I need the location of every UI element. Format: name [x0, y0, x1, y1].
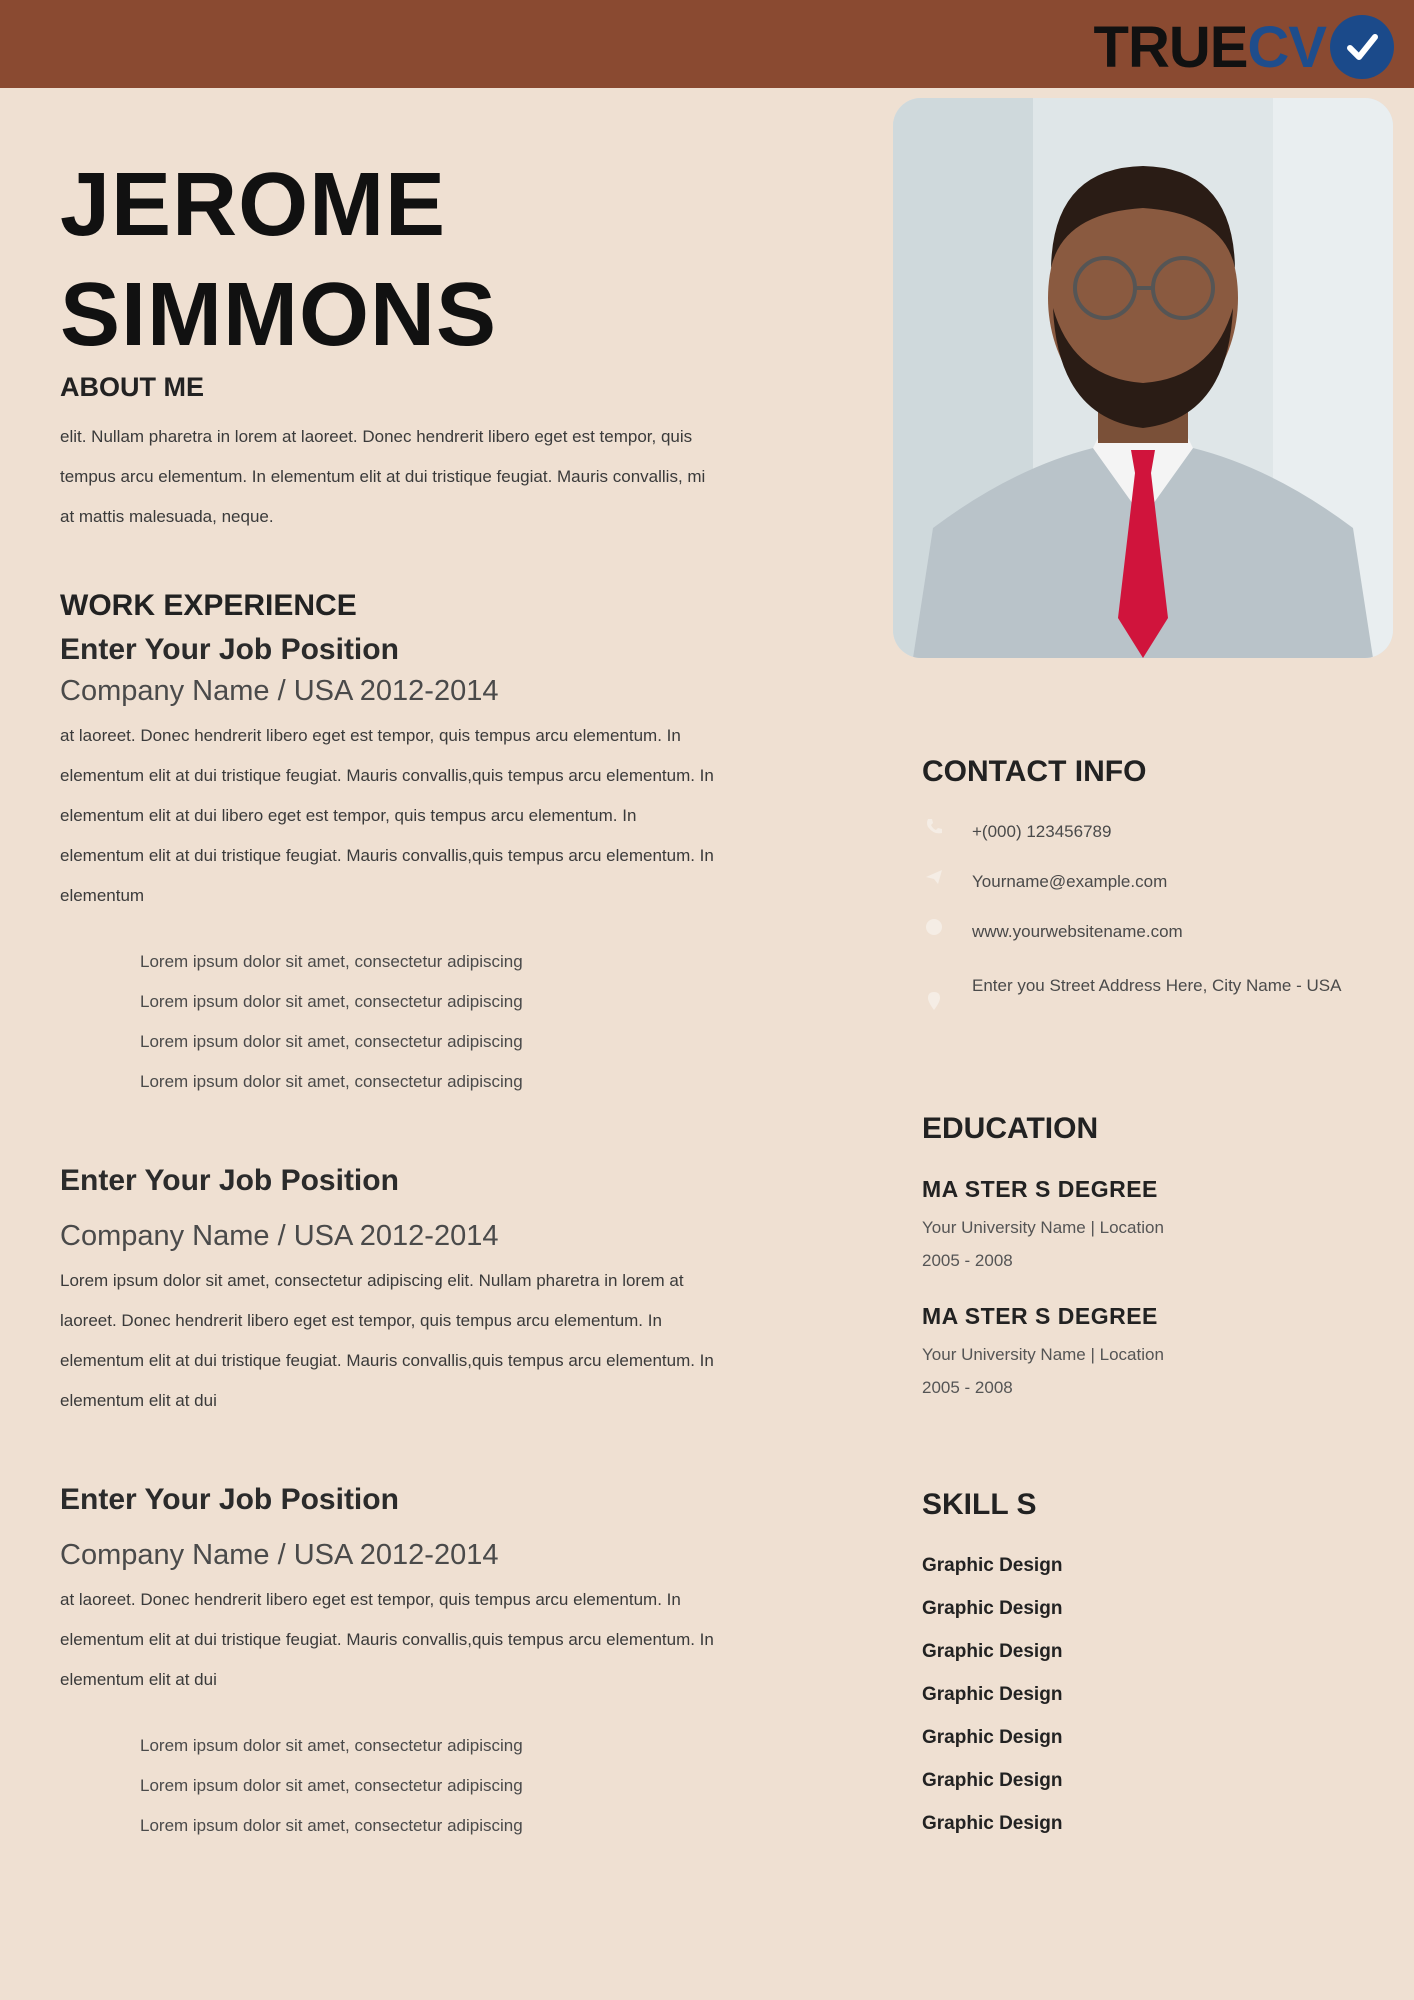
skill-item: Graphic Design: [922, 1555, 1063, 1576]
education-heading: EDUCATION: [922, 1112, 1099, 1145]
job-line: elementum elit at dui libero eget est tempor, quis tempus arcu elementum. In: [60, 806, 637, 825]
skill-item: Graphic Design: [922, 1598, 1063, 1619]
job-description: [60, 716, 830, 916]
skills-section: [922, 1488, 1382, 1845]
bullet-item: Lorem ipsum dolor sit amet, consectetur adipiscing: [140, 952, 523, 971]
job-description: [60, 1261, 830, 1421]
profile-photo: [893, 98, 1393, 658]
about-line: elit. Nullam pharetra in lorem at laoreet. Donec hendrerit libero eget est tempor, quis: [60, 427, 693, 446]
job-line: elementum: [60, 886, 145, 905]
job-line: elementum elit at dui tristique feugiat. Mauris convallis,quis tempus arcu elementum. In: [60, 1630, 714, 1649]
work-heading: WORK EXPERIENCE: [60, 589, 357, 622]
contact-phone: [922, 815, 1382, 849]
bullet-item: Lorem ipsum dolor sit amet, consectetur adipiscing: [140, 1816, 523, 1835]
job-company: Company Name / USA 2012-2014: [60, 675, 499, 707]
bullet-item: Lorem ipsum dolor sit amet, consectetur adipiscing: [140, 1776, 523, 1795]
job-company: Company Name / USA 2012-2014: [60, 1539, 499, 1571]
job-description: [60, 1580, 830, 1700]
contact-website-text: www.yourwebsitename.com: [972, 922, 1183, 941]
contact-list: [922, 815, 1382, 1013]
job-line: laoreet. Donec hendrerit libero eget est tempor, quis tempus arcu elementum. In: [60, 1311, 662, 1330]
education-entry: [922, 1176, 1382, 1277]
job-entry: [60, 1483, 830, 1846]
job-bullets: [60, 942, 830, 1102]
job-company: Company Name / USA 2012-2014: [60, 1220, 499, 1252]
contact-address-text: Enter you Street Address Here, City Name - USA: [972, 976, 1342, 995]
first-name: JEROME: [60, 155, 447, 255]
contact-heading: CONTACT INFO: [922, 755, 1147, 788]
university-name: Your University Name | Location: [922, 1218, 1164, 1237]
about-line: at mattis malesuada, neque.: [60, 507, 274, 526]
email-icon: [922, 865, 946, 889]
skill-item: Graphic Design: [922, 1770, 1063, 1791]
job-position: Enter Your Job Position: [60, 1164, 399, 1197]
about-line: tempus arcu elementum. In elementum elit at dui tristique feugiat. Mauris convallis, mi: [60, 467, 706, 486]
skill-item: Graphic Design: [922, 1684, 1063, 1705]
about-heading: ABOUT ME: [60, 372, 204, 402]
education-years: 2005 - 2008: [922, 1378, 1013, 1397]
job-line: elementum elit at dui: [60, 1670, 217, 1689]
university-name: Your University Name | Location: [922, 1345, 1164, 1364]
candidate-name: [60, 150, 830, 370]
education-section: [922, 1112, 1382, 1404]
last-name: SIMMONS: [60, 265, 498, 365]
contact-phone-text: +(000) 123456789: [972, 822, 1112, 841]
job-bullets: [60, 1726, 830, 1846]
education-entry: [922, 1303, 1382, 1404]
bullet-item: Lorem ipsum dolor sit amet, consectetur adipiscing: [140, 1032, 523, 1051]
checkmark-icon: [1330, 15, 1394, 79]
job-entry: [60, 1164, 830, 1421]
left-column: [60, 140, 830, 1846]
job-line: elementum elit at dui tristique feugiat. Mauris convallis,quis tempus arcu elementum. In: [60, 1351, 714, 1370]
job-line: at laoreet. Donec hendrerit libero eget est tempor, quis tempus arcu elementum. In: [60, 726, 681, 745]
degree-title: MA STER S DEGREE: [922, 1303, 1158, 1329]
bullet-item: Lorem ipsum dolor sit amet, consectetur adipiscing: [140, 1072, 523, 1091]
contact-website: [922, 915, 1382, 949]
globe-icon: [922, 915, 946, 939]
contact-email-text: Yourname@example.com: [972, 872, 1168, 891]
job-line: elementum elit at dui tristique feugiat. Mauris convallis,quis tempus arcu elementum. In: [60, 766, 714, 785]
bullet-item: Lorem ipsum dolor sit amet, consectetur adipiscing: [140, 1736, 523, 1755]
logo-text-cv: CV: [1247, 14, 1326, 80]
degree-title: MA STER S DEGREE: [922, 1176, 1158, 1202]
contact-email: [922, 865, 1382, 899]
about-text: [60, 417, 830, 537]
job-entry: [60, 633, 830, 1102]
job-line: Lorem ipsum dolor sit amet, consectetur adipiscing elit. Nullam pharetra in lorem at: [60, 1271, 684, 1290]
contact-address: [922, 969, 1382, 1013]
skill-item: Graphic Design: [922, 1641, 1063, 1662]
skills-heading: SKILL S: [922, 1488, 1037, 1521]
logo-text-true: TRUE: [1093, 14, 1248, 80]
job-line: elementum elit at dui tristique feugiat. Mauris convallis,quis tempus arcu elementum. In: [60, 846, 714, 865]
bullet-item: Lorem ipsum dolor sit amet, consectetur adipiscing: [140, 992, 523, 1011]
job-position: Enter Your Job Position: [60, 633, 399, 666]
job-position: Enter Your Job Position: [60, 1483, 399, 1516]
phone-icon: [922, 815, 946, 839]
job-line: at laoreet. Donec hendrerit libero eget est tempor, quis tempus arcu elementum. In: [60, 1590, 681, 1609]
location-icon: [922, 989, 946, 1013]
education-years: 2005 - 2008: [922, 1251, 1013, 1270]
skill-item: Graphic Design: [922, 1813, 1063, 1834]
truecv-logo: [1094, 14, 1394, 80]
job-line: elementum elit at dui: [60, 1391, 217, 1410]
skill-item: Graphic Design: [922, 1727, 1063, 1748]
skills-list: [922, 1544, 1382, 1845]
contact-section: [922, 755, 1382, 1029]
